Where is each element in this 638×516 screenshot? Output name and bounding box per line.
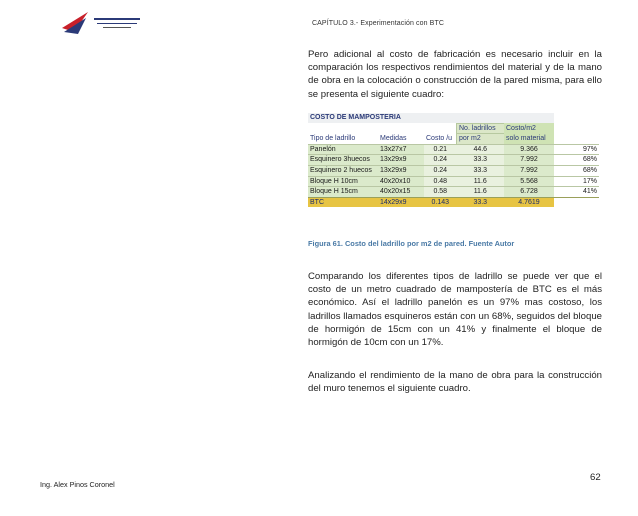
cell-medidas: 40x20x10 bbox=[378, 176, 424, 187]
paragraph-comparison: Comparando los diferentes tipos de ladrillo se puede ver que el costo de un metro cuadrado de mampostería de BTC es el más económico. Así el ladrillo panelón es un 97% mas costoso, los ladrillos llamados esquineros están con un 68%, seguidos del bloque de hormigón de 15cm con un 41% y finalmente el bloque de hormigón de 10cm con un 17%. bbox=[308, 271, 602, 349]
cell-costo: 0.24 bbox=[424, 155, 457, 166]
cell-medidas: 14x29x9 bbox=[378, 197, 424, 207]
cell-por-m2: 11.6 bbox=[457, 187, 505, 198]
cell-costo: 0.58 bbox=[424, 187, 457, 198]
paragraph-labor: Analizando el rendimiento de la mano de obra para la construcción del muro tenemos el siguiente cuadro. bbox=[308, 370, 602, 395]
header-tipo: Tipo de ladrillo bbox=[310, 134, 356, 142]
cell-costo: 0.24 bbox=[424, 165, 457, 176]
institution-logo bbox=[54, 8, 144, 40]
cell-percent: 68% bbox=[582, 156, 597, 164]
cell-costo-m2: 4.7619 bbox=[504, 197, 554, 207]
cell-tipo: Esquinero 3huecos bbox=[308, 155, 378, 166]
cell-percent: 68% bbox=[582, 166, 597, 174]
footer-author: Ing. Alex Pinos Coronel bbox=[40, 480, 115, 489]
table-row bbox=[308, 155, 599, 166]
header-solo-material: solo material bbox=[504, 134, 554, 145]
cell-medidas: 13x29x9 bbox=[378, 155, 424, 166]
cell-medidas: 40x20x15 bbox=[378, 187, 424, 198]
cell-tipo: Bloque H 15cm bbox=[308, 187, 378, 198]
table-row bbox=[308, 187, 599, 198]
cell-percent: 97% bbox=[582, 145, 597, 153]
cell-por-m2: 33.3 bbox=[457, 155, 505, 166]
cell-percent: 41% bbox=[582, 188, 597, 196]
table-title: COSTO DE MAMPOSTERIA bbox=[308, 113, 457, 123]
cell-costo: 0.21 bbox=[424, 144, 457, 155]
table-row-btc bbox=[308, 197, 599, 207]
masonry-cost-table bbox=[308, 113, 602, 233]
table-header bbox=[308, 134, 599, 145]
cell-por-m2: 33.3 bbox=[457, 197, 505, 207]
cell-costo: 0.143 bbox=[424, 197, 457, 207]
table-header-top bbox=[308, 123, 599, 134]
cell-tipo: Bloque H 10cm bbox=[308, 176, 378, 187]
cell-medidas: 13x29x9 bbox=[378, 165, 424, 176]
page-number: 62 bbox=[590, 472, 601, 483]
cell-percent: 17% bbox=[582, 177, 597, 185]
table-title-row bbox=[308, 113, 599, 123]
table-row bbox=[308, 165, 599, 176]
header-costo-m2: Costo/m2 bbox=[504, 123, 554, 134]
cell-tipo: Esquinero 2 huecos bbox=[308, 165, 378, 176]
emblem-icon bbox=[60, 8, 90, 38]
cell-costo-m2: 6.728 bbox=[504, 187, 554, 198]
paragraph-intro: Pero adicional al costo de fabricación es necesario incluir en la comparación los respectivos rendimientos del material y de la mano de obra en la colocación o construcción de la pared misma, para ello se presenta el siguiente cuadro: bbox=[308, 49, 602, 100]
cell-costo-m2: 7.992 bbox=[504, 165, 554, 176]
cell-costo-m2: 5.568 bbox=[504, 176, 554, 187]
cell-por-m2: 11.6 bbox=[457, 176, 505, 187]
cell-medidas: 13x27x7 bbox=[378, 144, 424, 155]
cell-percent bbox=[554, 197, 599, 207]
table-row bbox=[308, 144, 599, 155]
cell-por-m2: 33.3 bbox=[457, 165, 505, 176]
header-por-m2: por m2 bbox=[457, 134, 505, 145]
header-medidas: Medidas bbox=[380, 134, 407, 142]
cell-por-m2: 44.6 bbox=[457, 144, 505, 155]
chapter-header: CAPÍTULO 3.- Experimentación con BTC bbox=[312, 20, 444, 27]
figure-caption: Figura 61. Costo del ladrillo por m2 de pared. Fuente Autor bbox=[308, 239, 515, 248]
table-row bbox=[308, 176, 599, 187]
header-no-ladrillos: No. ladrillos bbox=[457, 123, 505, 134]
header-costo-u: Costo /u bbox=[426, 134, 453, 142]
cell-tipo: BTC bbox=[308, 197, 378, 207]
cell-tipo: Panelón bbox=[308, 144, 378, 155]
cell-costo-m2: 9.366 bbox=[504, 144, 554, 155]
cell-costo: 0.48 bbox=[424, 176, 457, 187]
cell-costo-m2: 7.992 bbox=[504, 155, 554, 166]
